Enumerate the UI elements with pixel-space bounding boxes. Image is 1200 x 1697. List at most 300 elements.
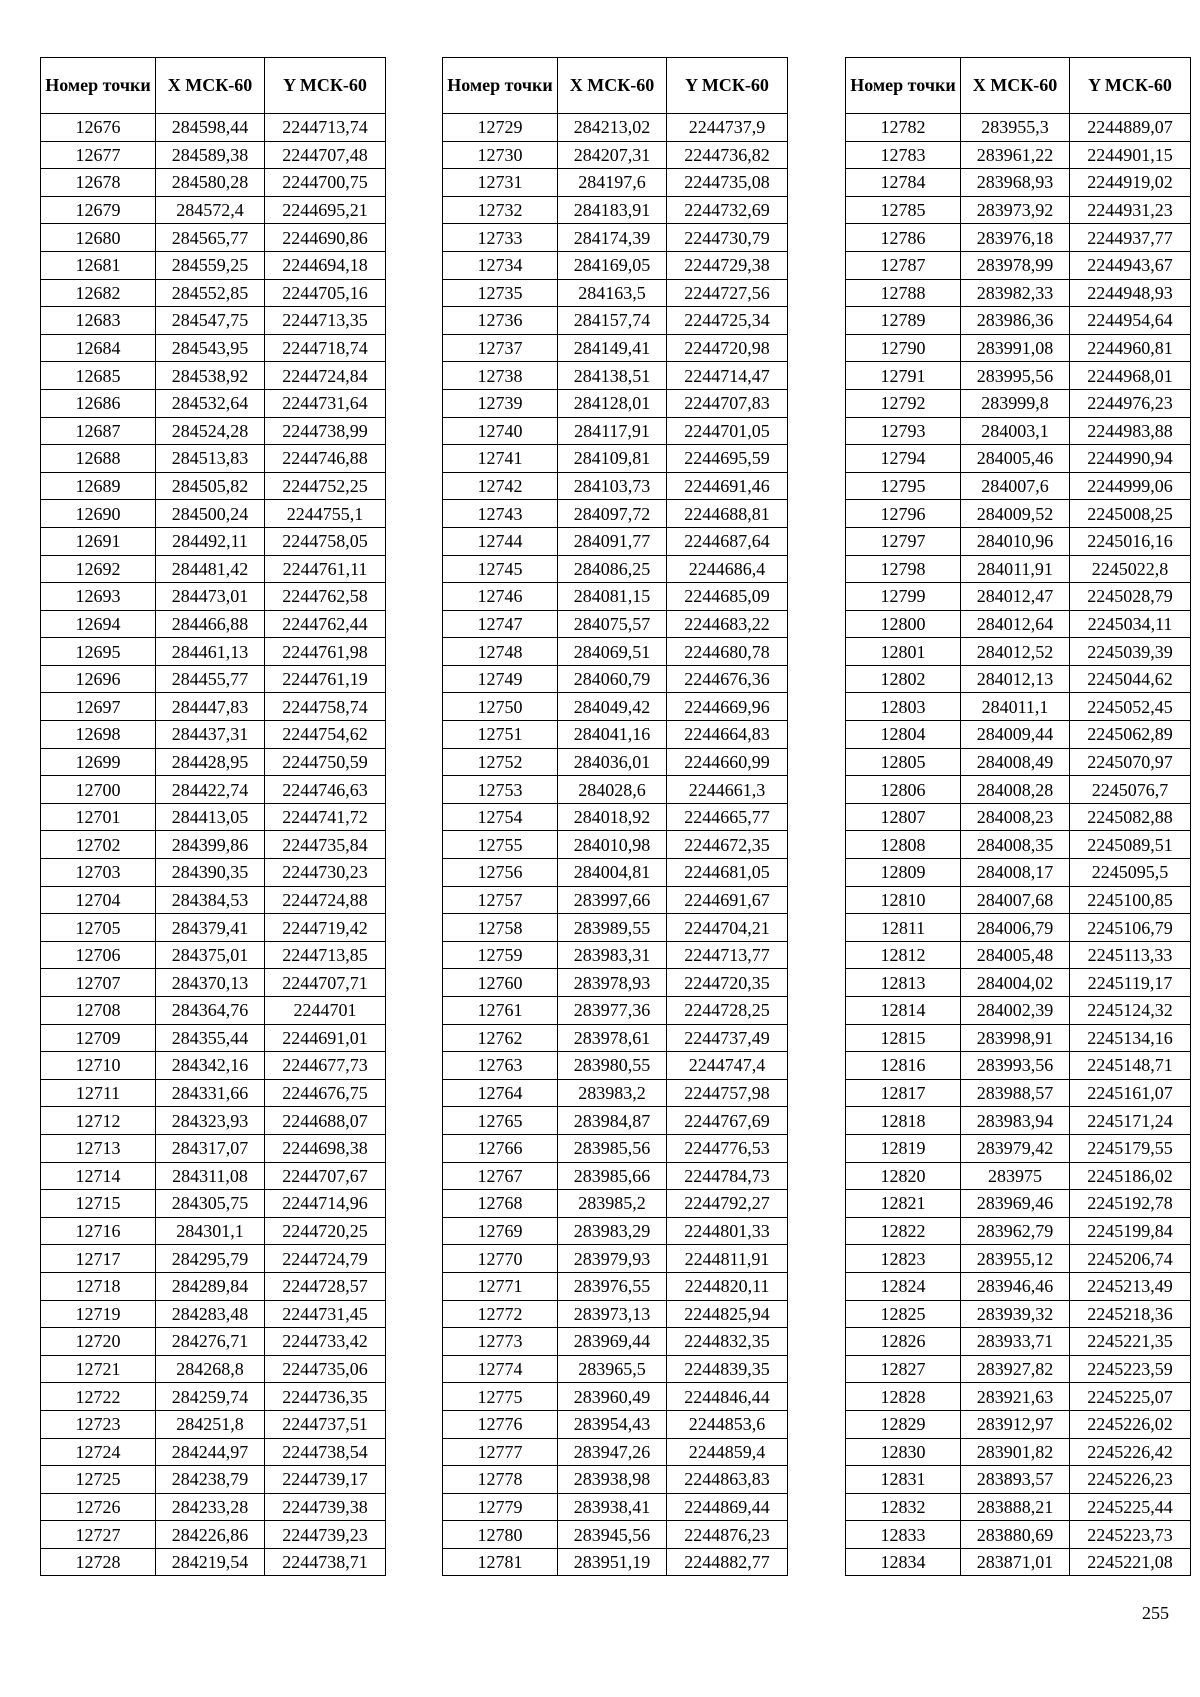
- point-number-cell: 12759: [443, 941, 558, 969]
- x-coordinate-cell: 284238,79: [156, 1466, 265, 1494]
- x-coordinate-cell: 283978,99: [961, 251, 1070, 279]
- x-coordinate-cell: 284097,72: [558, 500, 667, 528]
- y-coordinate-cell: 2245082,88: [1070, 803, 1191, 831]
- table-row: [41, 527, 386, 555]
- y-coordinate-cell: 2244739,23: [265, 1521, 386, 1549]
- point-number-cell: 12793: [846, 417, 961, 445]
- x-coordinate-cell: 284012,52: [961, 638, 1070, 666]
- y-coordinate-cell: 2244739,17: [265, 1466, 386, 1494]
- y-coordinate-cell: 2244863,83: [667, 1466, 788, 1494]
- table-row: [846, 1052, 1191, 1080]
- table-row: [846, 169, 1191, 197]
- y-coordinate-cell: 2244676,36: [667, 665, 788, 693]
- table-row: [443, 500, 788, 528]
- x-coordinate-cell: 283993,56: [961, 1052, 1070, 1080]
- point-number-cell: 12749: [443, 665, 558, 693]
- x-coordinate-cell: 284331,66: [156, 1079, 265, 1107]
- y-coordinate-cell: 2244729,38: [667, 251, 788, 279]
- table-row: [41, 1217, 386, 1245]
- table-row: [846, 693, 1191, 721]
- x-coordinate-cell: 283871,01: [961, 1548, 1070, 1576]
- y-coordinate-cell: 2244820,11: [667, 1272, 788, 1300]
- x-coordinate-cell: 284009,44: [961, 721, 1070, 749]
- point-number-cell: 12715: [41, 1190, 156, 1218]
- table-row: [846, 527, 1191, 555]
- table-row: [41, 555, 386, 583]
- x-coordinate-cell: 284169,05: [558, 251, 667, 279]
- table-row: [41, 1052, 386, 1080]
- point-number-cell: 12827: [846, 1355, 961, 1383]
- point-number-cell: 12768: [443, 1190, 558, 1218]
- table-row: [846, 141, 1191, 169]
- table-row: [846, 500, 1191, 528]
- x-coordinate-cell: 283973,92: [961, 196, 1070, 224]
- y-coordinate-cell: 2244738,99: [265, 417, 386, 445]
- y-coordinate-cell: 2244746,88: [265, 445, 386, 473]
- table-row: [41, 1245, 386, 1273]
- y-coordinate-cell: 2244724,84: [265, 362, 386, 390]
- y-coordinate-cell: 2244687,64: [667, 527, 788, 555]
- table-row: [443, 114, 788, 142]
- x-coordinate-cell: 283921,63: [961, 1383, 1070, 1411]
- table-row: [443, 1300, 788, 1328]
- y-coordinate-cell: 2244713,77: [667, 941, 788, 969]
- y-coordinate-cell: 2244736,35: [265, 1383, 386, 1411]
- table-row: [846, 886, 1191, 914]
- x-coordinate-cell: 283984,87: [558, 1107, 667, 1135]
- point-number-cell: 12721: [41, 1355, 156, 1383]
- y-coordinate-cell: 2244937,77: [1070, 224, 1191, 252]
- y-coordinate-cell: 2244695,21: [265, 196, 386, 224]
- table-row: [846, 114, 1191, 142]
- y-coordinate-cell: 2244713,85: [265, 941, 386, 969]
- point-number-cell: 12816: [846, 1052, 961, 1080]
- x-coordinate-cell: 283979,93: [558, 1245, 667, 1273]
- point-number-cell: 12751: [443, 721, 558, 749]
- point-number-cell: 12689: [41, 472, 156, 500]
- point-number-cell: 12699: [41, 748, 156, 776]
- x-coordinate-cell: 284226,86: [156, 1521, 265, 1549]
- x-coordinate-cell: 284301,1: [156, 1217, 265, 1245]
- point-number-cell: 12724: [41, 1438, 156, 1466]
- x-coordinate-cell: 283985,66: [558, 1162, 667, 1190]
- table-row: [41, 914, 386, 942]
- table-row: [846, 1355, 1191, 1383]
- point-number-cell: 12786: [846, 224, 961, 252]
- point-number-cell: 12739: [443, 389, 558, 417]
- x-coordinate-cell: 284283,48: [156, 1300, 265, 1328]
- table-row: [846, 721, 1191, 749]
- point-number-cell: 12695: [41, 638, 156, 666]
- y-coordinate-cell: 2245113,33: [1070, 941, 1191, 969]
- y-coordinate-cell: 2244754,62: [265, 721, 386, 749]
- table-row: [846, 224, 1191, 252]
- x-coordinate-cell: 283933,71: [961, 1328, 1070, 1356]
- point-number-cell: 12784: [846, 169, 961, 197]
- x-coordinate-cell: 283946,46: [961, 1272, 1070, 1300]
- x-coordinate-cell: 283985,2: [558, 1190, 667, 1218]
- coordinates-table-2: [442, 57, 788, 1576]
- page-number: 255: [1142, 1603, 1169, 1623]
- point-number-cell: 12684: [41, 334, 156, 362]
- y-coordinate-cell: 2245039,39: [1070, 638, 1191, 666]
- y-coordinate-cell: 2244707,48: [265, 141, 386, 169]
- y-coordinate-cell: 2245062,89: [1070, 721, 1191, 749]
- table-row: [443, 445, 788, 473]
- x-coordinate-cell: 284060,79: [558, 665, 667, 693]
- point-number-cell: 12790: [846, 334, 961, 362]
- x-coordinate-cell: 284183,91: [558, 196, 667, 224]
- point-number-cell: 12698: [41, 721, 156, 749]
- table-row: [41, 1134, 386, 1162]
- point-number-cell: 12799: [846, 583, 961, 611]
- table-row: [846, 665, 1191, 693]
- point-number-cell: 12729: [443, 114, 558, 142]
- y-coordinate-cell: 2244737,51: [265, 1410, 386, 1438]
- x-coordinate-cell: 284086,25: [558, 555, 667, 583]
- table-row: [443, 776, 788, 804]
- x-coordinate-cell: 284075,57: [558, 610, 667, 638]
- point-number-cell: 12803: [846, 693, 961, 721]
- x-coordinate-cell: 284268,8: [156, 1355, 265, 1383]
- point-number-cell: 12738: [443, 362, 558, 390]
- y-coordinate-cell: 2245124,32: [1070, 997, 1191, 1025]
- y-coordinate-cell: 2245070,97: [1070, 748, 1191, 776]
- y-coordinate-cell: 2245192,78: [1070, 1190, 1191, 1218]
- point-number-cell: 12826: [846, 1328, 961, 1356]
- table-row: [443, 1245, 788, 1273]
- x-coordinate-cell: 284481,42: [156, 555, 265, 583]
- y-coordinate-cell: 2245016,16: [1070, 527, 1191, 555]
- point-number-cell: 12677: [41, 141, 156, 169]
- table-row: [846, 610, 1191, 638]
- y-coordinate-cell: 2244859,4: [667, 1438, 788, 1466]
- table-row: [41, 638, 386, 666]
- y-coordinate-cell: 2244750,59: [265, 748, 386, 776]
- table-row: [41, 334, 386, 362]
- table-row: [846, 1107, 1191, 1135]
- x-coordinate-cell: 284207,31: [558, 141, 667, 169]
- x-coordinate-cell: 284149,41: [558, 334, 667, 362]
- table-row: [41, 721, 386, 749]
- table-row: [443, 169, 788, 197]
- table-row: [846, 417, 1191, 445]
- x-coordinate-cell: 283982,33: [961, 279, 1070, 307]
- table-row: [443, 224, 788, 252]
- y-coordinate-cell: 2245206,74: [1070, 1245, 1191, 1273]
- point-number-cell: 12777: [443, 1438, 558, 1466]
- table-row: [846, 1217, 1191, 1245]
- y-coordinate-cell: 2244690,86: [265, 224, 386, 252]
- table-row: [846, 1410, 1191, 1438]
- x-coordinate-cell: 283995,56: [961, 362, 1070, 390]
- point-number-cell: 12770: [443, 1245, 558, 1273]
- point-number-cell: 12800: [846, 610, 961, 638]
- x-coordinate-cell: 283997,66: [558, 886, 667, 914]
- table-row: [41, 1383, 386, 1411]
- x-coordinate-cell: 284012,64: [961, 610, 1070, 638]
- table-row: [443, 141, 788, 169]
- x-coordinate-cell: 284413,05: [156, 803, 265, 831]
- x-coordinate-cell: 283976,55: [558, 1272, 667, 1300]
- x-coordinate-cell: 283938,41: [558, 1493, 667, 1521]
- x-coordinate-cell: 284009,52: [961, 500, 1070, 528]
- point-number-cell: 12754: [443, 803, 558, 831]
- x-coordinate-cell: 283986,36: [961, 307, 1070, 335]
- point-number-cell: 12798: [846, 555, 961, 583]
- table-row: [443, 638, 788, 666]
- x-coordinate-cell: 283969,46: [961, 1190, 1070, 1218]
- x-coordinate-cell: 283927,82: [961, 1355, 1070, 1383]
- x-coordinate-cell: 284399,86: [156, 831, 265, 859]
- y-coordinate-cell: 2244685,09: [667, 583, 788, 611]
- x-coordinate-cell: 284589,38: [156, 141, 265, 169]
- point-number-cell: 12714: [41, 1162, 156, 1190]
- point-number-cell: 12819: [846, 1134, 961, 1162]
- y-coordinate-cell: 2244943,67: [1070, 251, 1191, 279]
- x-coordinate-cell: 284295,79: [156, 1245, 265, 1273]
- x-coordinate-cell: 284428,95: [156, 748, 265, 776]
- x-coordinate-cell: 284012,47: [961, 583, 1070, 611]
- table-row: [443, 389, 788, 417]
- table-row: [41, 693, 386, 721]
- table-row: [41, 251, 386, 279]
- point-number-cell: 12743: [443, 500, 558, 528]
- table-row: [41, 417, 386, 445]
- x-coordinate-cell: 284005,46: [961, 445, 1070, 473]
- point-number-cell: 12750: [443, 693, 558, 721]
- y-coordinate-cell: 2244747,4: [667, 1052, 788, 1080]
- x-coordinate-cell: 284004,02: [961, 969, 1070, 997]
- table-row: [443, 362, 788, 390]
- x-coordinate-cell: 284244,97: [156, 1438, 265, 1466]
- y-coordinate-cell: 2244737,49: [667, 1024, 788, 1052]
- table-row: [41, 997, 386, 1025]
- x-coordinate-cell: 283962,79: [961, 1217, 1070, 1245]
- table-row: [846, 1024, 1191, 1052]
- point-number-cell: 12690: [41, 500, 156, 528]
- y-coordinate-cell: 2245119,17: [1070, 969, 1191, 997]
- y-coordinate-cell: 2244660,99: [667, 748, 788, 776]
- point-number-cell: 12758: [443, 914, 558, 942]
- table-row: [443, 997, 788, 1025]
- y-coordinate-cell: 2244948,93: [1070, 279, 1191, 307]
- point-number-cell: 12821: [846, 1190, 961, 1218]
- x-coordinate-cell: 284028,6: [558, 776, 667, 804]
- table-row: [41, 196, 386, 224]
- table-row: [443, 251, 788, 279]
- point-number-cell: 12828: [846, 1383, 961, 1411]
- y-coordinate-cell: 2245134,16: [1070, 1024, 1191, 1052]
- x-coordinate-cell: 284311,08: [156, 1162, 265, 1190]
- y-coordinate-cell: 2245100,85: [1070, 886, 1191, 914]
- table-row: [846, 1548, 1191, 1576]
- table-row: [41, 859, 386, 887]
- y-coordinate-cell: 2244720,98: [667, 334, 788, 362]
- point-number-cell: 12720: [41, 1328, 156, 1356]
- x-coordinate-cell: 284011,1: [961, 693, 1070, 721]
- y-coordinate-cell: 2245028,79: [1070, 583, 1191, 611]
- y-coordinate-cell: 2244691,67: [667, 886, 788, 914]
- table-row: [41, 307, 386, 335]
- coordinates-table-1: [40, 57, 386, 1576]
- x-coordinate-cell: 283975: [961, 1162, 1070, 1190]
- point-number-cell: 12756: [443, 859, 558, 887]
- table-row: [443, 1466, 788, 1494]
- table-row: [846, 914, 1191, 942]
- x-coordinate-cell: 284532,64: [156, 389, 265, 417]
- x-coordinate-cell: 283955,12: [961, 1245, 1070, 1273]
- x-coordinate-cell: 284317,07: [156, 1134, 265, 1162]
- table-row: [443, 1328, 788, 1356]
- x-coordinate-cell: 284580,28: [156, 169, 265, 197]
- header-point-number: Номер точки: [443, 58, 558, 114]
- y-coordinate-cell: 2245225,07: [1070, 1383, 1191, 1411]
- point-number-cell: 12830: [846, 1438, 961, 1466]
- point-number-cell: 12763: [443, 1052, 558, 1080]
- y-coordinate-cell: 2244701,05: [667, 417, 788, 445]
- y-coordinate-cell: 2245148,71: [1070, 1052, 1191, 1080]
- y-coordinate-cell: 2244725,34: [667, 307, 788, 335]
- point-number-cell: 12725: [41, 1466, 156, 1494]
- x-coordinate-cell: 284572,4: [156, 196, 265, 224]
- point-number-cell: 12719: [41, 1300, 156, 1328]
- x-coordinate-cell: 284081,15: [558, 583, 667, 611]
- x-coordinate-cell: 284004,81: [558, 859, 667, 887]
- point-number-cell: 12808: [846, 831, 961, 859]
- y-coordinate-cell: 2245022,8: [1070, 555, 1191, 583]
- y-coordinate-cell: 2244801,33: [667, 1217, 788, 1245]
- table-row: [443, 417, 788, 445]
- x-coordinate-cell: 283945,56: [558, 1521, 667, 1549]
- table-row: [846, 196, 1191, 224]
- table-row: [41, 941, 386, 969]
- table-row: [846, 1134, 1191, 1162]
- header-x-msk60: X МСК-60: [961, 58, 1070, 114]
- y-coordinate-cell: 2244869,44: [667, 1493, 788, 1521]
- table-row: [41, 1410, 386, 1438]
- point-number-cell: 12740: [443, 417, 558, 445]
- table-row: [41, 279, 386, 307]
- y-coordinate-cell: 2244901,15: [1070, 141, 1191, 169]
- y-coordinate-cell: 2244724,79: [265, 1245, 386, 1273]
- x-coordinate-cell: 283938,98: [558, 1466, 667, 1494]
- x-coordinate-cell: 283893,57: [961, 1466, 1070, 1494]
- table-row: [443, 914, 788, 942]
- x-coordinate-cell: 283977,36: [558, 997, 667, 1025]
- y-coordinate-cell: 2244705,16: [265, 279, 386, 307]
- x-coordinate-cell: 284364,76: [156, 997, 265, 1025]
- table-row: [443, 555, 788, 583]
- point-number-cell: 12779: [443, 1493, 558, 1521]
- point-number-cell: 12773: [443, 1328, 558, 1356]
- y-coordinate-cell: 2244767,69: [667, 1107, 788, 1135]
- x-coordinate-cell: 284117,91: [558, 417, 667, 445]
- x-coordinate-cell: 284006,79: [961, 914, 1070, 942]
- table-row: [846, 1383, 1191, 1411]
- point-number-cell: 12680: [41, 224, 156, 252]
- y-coordinate-cell: 2244737,9: [667, 114, 788, 142]
- table-row: [846, 307, 1191, 335]
- table-row: [846, 445, 1191, 473]
- header-y-msk60: Y МСК-60: [1070, 58, 1191, 114]
- x-coordinate-cell: 284197,6: [558, 169, 667, 197]
- point-number-cell: 12797: [846, 527, 961, 555]
- y-coordinate-cell: 2245179,55: [1070, 1134, 1191, 1162]
- y-coordinate-cell: 2244700,75: [265, 169, 386, 197]
- x-coordinate-cell: 284012,13: [961, 665, 1070, 693]
- point-number-cell: 12708: [41, 997, 156, 1025]
- point-number-cell: 12704: [41, 886, 156, 914]
- x-coordinate-cell: 284259,74: [156, 1383, 265, 1411]
- table-row: [846, 1466, 1191, 1494]
- point-number-cell: 12796: [846, 500, 961, 528]
- point-number-cell: 12730: [443, 141, 558, 169]
- x-coordinate-cell: 284500,24: [156, 500, 265, 528]
- point-number-cell: 12741: [443, 445, 558, 473]
- point-number-cell: 12735: [443, 279, 558, 307]
- point-number-cell: 12747: [443, 610, 558, 638]
- point-number-cell: 12761: [443, 997, 558, 1025]
- header-y-msk60: Y МСК-60: [667, 58, 788, 114]
- header-point-number: Номер точки: [846, 58, 961, 114]
- point-number-cell: 12760: [443, 969, 558, 997]
- x-coordinate-cell: 284007,6: [961, 472, 1070, 500]
- y-coordinate-cell: 2245223,73: [1070, 1521, 1191, 1549]
- x-coordinate-cell: 284018,92: [558, 803, 667, 831]
- y-coordinate-cell: 2244714,96: [265, 1190, 386, 1218]
- point-number-cell: 12683: [41, 307, 156, 335]
- y-coordinate-cell: 2244735,08: [667, 169, 788, 197]
- y-coordinate-cell: 2244839,35: [667, 1355, 788, 1383]
- y-coordinate-cell: 2244853,6: [667, 1410, 788, 1438]
- x-coordinate-cell: 284370,13: [156, 969, 265, 997]
- x-coordinate-cell: 284010,98: [558, 831, 667, 859]
- table-row: [41, 748, 386, 776]
- point-number-cell: 12734: [443, 251, 558, 279]
- y-coordinate-cell: 2244846,44: [667, 1383, 788, 1411]
- point-number-cell: 12817: [846, 1079, 961, 1107]
- y-coordinate-cell: 2244680,78: [667, 638, 788, 666]
- y-coordinate-cell: 2244688,81: [667, 500, 788, 528]
- x-coordinate-cell: 283978,93: [558, 969, 667, 997]
- y-coordinate-cell: 2244719,42: [265, 914, 386, 942]
- x-coordinate-cell: 284552,85: [156, 279, 265, 307]
- point-number-cell: 12681: [41, 251, 156, 279]
- y-coordinate-cell: 2244731,64: [265, 389, 386, 417]
- y-coordinate-cell: 2244746,63: [265, 776, 386, 804]
- point-number-cell: 12748: [443, 638, 558, 666]
- y-coordinate-cell: 2245213,49: [1070, 1272, 1191, 1300]
- table-row: [41, 1493, 386, 1521]
- table-row: [443, 1079, 788, 1107]
- y-coordinate-cell: 2244752,25: [265, 472, 386, 500]
- y-coordinate-cell: 2244686,4: [667, 555, 788, 583]
- x-coordinate-cell: 283969,44: [558, 1328, 667, 1356]
- y-coordinate-cell: 2244720,35: [667, 969, 788, 997]
- table-row: [41, 1024, 386, 1052]
- y-coordinate-cell: 2244731,45: [265, 1300, 386, 1328]
- x-coordinate-cell: 283951,19: [558, 1548, 667, 1576]
- table-row: [443, 196, 788, 224]
- table-row: [41, 169, 386, 197]
- y-coordinate-cell: 2244976,23: [1070, 389, 1191, 417]
- x-coordinate-cell: 284598,44: [156, 114, 265, 142]
- point-number-cell: 12696: [41, 665, 156, 693]
- point-number-cell: 12809: [846, 859, 961, 887]
- x-coordinate-cell: 284422,74: [156, 776, 265, 804]
- x-coordinate-cell: 283973,13: [558, 1300, 667, 1328]
